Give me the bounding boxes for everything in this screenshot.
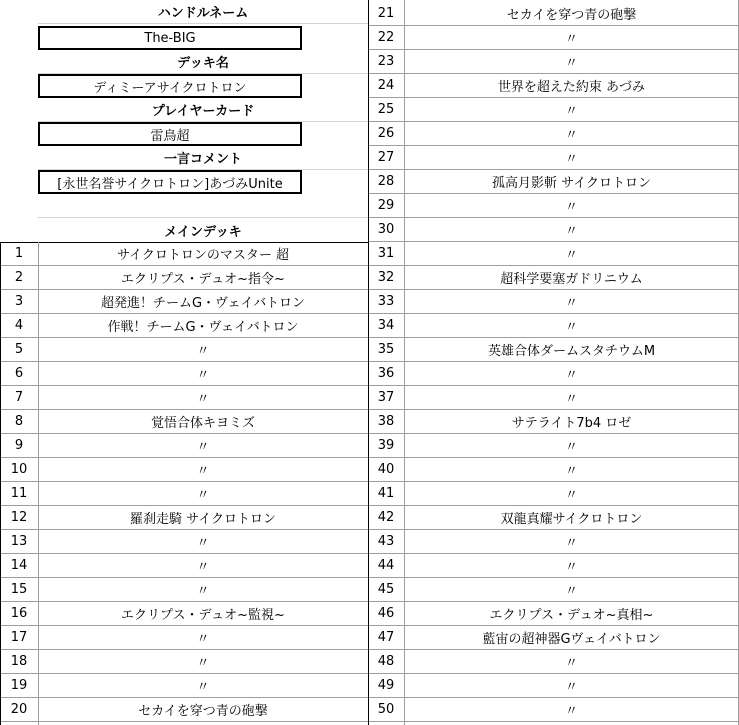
card-number[interactable]: 4 [0,314,38,338]
card-number[interactable]: 13 [0,530,38,554]
card-name[interactable]: 〃 [38,458,368,482]
card-name[interactable]: 〃 [404,362,739,386]
card-name[interactable]: セカイを穿つ青の砲撃 [38,698,368,722]
table-row [0,266,739,290]
card-number[interactable]: 31 [368,242,404,266]
card-name[interactable]: 超発進！チームG・ヴェイバトロン [38,290,368,314]
card-number[interactable]: 40 [368,458,404,482]
card-number[interactable]: 19 [0,674,38,698]
table-row [0,26,739,50]
card-name[interactable]: 〃 [404,554,739,578]
table-row [0,2,739,26]
card-number[interactable]: 18 [0,650,38,674]
table-row [0,506,739,530]
card-name[interactable]: 〃 [404,650,739,674]
card-number[interactable]: 32 [368,266,404,290]
card-name[interactable]: 〃 [38,554,368,578]
card-name[interactable]: セカイを穿つ青の砲撃 [404,2,739,26]
card-number[interactable]: 42 [368,506,404,530]
table-row [0,650,739,674]
card-name[interactable]: 〃 [404,386,739,410]
card-number[interactable]: 7 [0,386,38,410]
card-name[interactable]: 〃 [404,146,739,170]
card-name[interactable]: 世界を超えた約束 あづみ [404,74,739,98]
card-number[interactable]: 28 [368,170,404,194]
card-name[interactable]: 覚悟合体キヨミズ [38,410,368,434]
card-name[interactable]: 〃 [38,362,368,386]
card-number[interactable]: 5 [0,338,38,362]
card-name[interactable]: エクリプス・デュオ~指令~ [38,266,368,290]
card-number[interactable]: 27 [368,146,404,170]
card-number[interactable]: 10 [0,458,38,482]
card-number[interactable]: 39 [368,434,404,458]
card-number[interactable]: 22 [368,26,404,50]
main-deck-top-border [0,242,368,243]
table-row [0,170,739,194]
card-number[interactable]: 1 [0,242,38,266]
left-number-divider [38,242,39,725]
table-row [0,218,739,242]
card-name[interactable]: 〃 [404,26,739,50]
card-name[interactable]: 〃 [38,626,368,650]
card-name[interactable]: サイクロトロンのマスター 超 [38,242,368,266]
card-number[interactable]: 36 [368,362,404,386]
card-name[interactable]: 〃 [404,122,739,146]
card-name[interactable]: サテライト7b4 ロゼ [404,410,739,434]
card-name[interactable]: 〃 [404,290,739,314]
table-row [0,410,739,434]
card-name[interactable]: 作戦！チームG・ヴェイバトロン [38,314,368,338]
table-row [0,314,739,338]
comment-label[interactable]: 一言コメント [38,146,368,170]
card-name[interactable]: 〃 [38,530,368,554]
card-name[interactable]: 〃 [404,458,739,482]
card-name[interactable]: 〃 [404,482,739,506]
card-name[interactable]: 〃 [404,50,739,74]
card-number[interactable]: 3 [0,290,38,314]
card-name[interactable]: 〃 [404,674,739,698]
card-number[interactable]: 34 [368,314,404,338]
table-row [0,98,739,122]
card-number[interactable]: 21 [368,2,404,26]
card-number[interactable]: 41 [368,482,404,506]
card-name[interactable]: 〃 [404,194,739,218]
deck-value[interactable]: ディミーアサイクロトロン [38,74,302,98]
handle-value[interactable]: The-BIG [38,26,302,50]
card-name[interactable]: 〃 [38,650,368,674]
card-number[interactable]: 45 [368,578,404,602]
table-row [0,674,739,698]
card-name[interactable]: 双龍真耀サイクロトロン [404,506,739,530]
card-name[interactable]: 英雄合体ダームスタチウムM [404,338,739,362]
card-number[interactable]: 20 [0,698,38,722]
left-outer-border [0,242,1,725]
handle-label[interactable]: ハンドルネーム [38,0,368,24]
player-card-label[interactable]: プレイヤーカード [38,98,368,122]
card-name[interactable]: エクリプス・デュオ~監視~ [38,602,368,626]
card-name[interactable]: 〃 [38,386,368,410]
card-name[interactable]: 〃 [404,698,739,722]
card-name[interactable]: 超科学要塞ガドリニウム [404,266,739,290]
table-row [0,50,739,74]
card-number[interactable]: 33 [368,290,404,314]
card-number[interactable]: 8 [0,410,38,434]
table-row [0,530,739,554]
card-number[interactable]: 23 [368,50,404,74]
table-row [0,386,739,410]
card-number[interactable]: 46 [368,602,404,626]
card-number[interactable]: 30 [368,218,404,242]
card-number[interactable]: 35 [368,338,404,362]
card-name[interactable]: 〃 [38,674,368,698]
card-name[interactable]: 〃 [404,530,739,554]
table-row [0,242,739,266]
card-name[interactable]: 〃 [38,578,368,602]
card-number[interactable]: 38 [368,410,404,434]
card-number[interactable]: 11 [0,482,38,506]
table-row [0,122,739,146]
table-row [0,578,739,602]
player-card-value[interactable]: 雷鳥超 [38,122,302,146]
main-deck-label[interactable]: メインデッキ [164,224,242,240]
card-name[interactable]: 〃 [38,482,368,506]
table-row [0,290,739,314]
table-row [0,434,739,458]
center-divider [368,0,369,725]
card-number[interactable]: 15 [0,578,38,602]
table-row [0,338,739,362]
card-name[interactable]: 藍宙の超神器Gヴェイバトロン [404,626,739,650]
card-number[interactable]: 43 [368,530,404,554]
card-number[interactable]: 14 [0,554,38,578]
card-number[interactable]: 44 [368,554,404,578]
table-row [0,482,739,506]
table-row [0,602,739,626]
card-number[interactable]: 17 [0,626,38,650]
comment-value[interactable]: [永世名誉サイクロトロン]あづみUnite [38,170,302,194]
card-name[interactable]: 〃 [404,578,739,602]
table-row [0,698,739,722]
table-row [0,362,739,386]
card-number[interactable]: 24 [368,74,404,98]
table-row [0,554,739,578]
card-name[interactable]: 〃 [38,338,368,362]
card-number[interactable]: 29 [368,194,404,218]
card-name[interactable]: 〃 [404,314,739,338]
card-name[interactable]: 〃 [38,434,368,458]
card-number[interactable]: 37 [368,386,404,410]
card-number[interactable]: 16 [0,602,38,626]
card-name[interactable]: 孤高月影斬 サイクロトロン [404,170,739,194]
right-number-divider [404,0,405,725]
card-number[interactable]: 12 [0,506,38,530]
table-row [0,194,739,218]
table-row [0,458,739,482]
card-number[interactable]: 49 [368,674,404,698]
card-number[interactable]: 25 [368,98,404,122]
table-row [0,626,739,650]
card-number[interactable]: 47 [368,626,404,650]
card-name[interactable]: 〃 [404,242,739,266]
card-name[interactable]: 〃 [404,434,739,458]
table-row [0,74,739,98]
table-row [0,146,739,170]
card-name[interactable]: 羅刹走騎 サイクロトロン [38,506,368,530]
card-name[interactable]: エクリプス・デュオ~真相~ [404,602,739,626]
card-number[interactable]: 6 [0,362,38,386]
card-number[interactable]: 50 [368,698,404,722]
card-name[interactable]: 〃 [404,218,739,242]
card-number[interactable]: 26 [368,122,404,146]
card-number[interactable]: 2 [0,266,38,290]
deck-label[interactable]: デッキ名 [38,50,368,74]
card-name[interactable]: 〃 [404,98,739,122]
card-number[interactable]: 48 [368,650,404,674]
card-number[interactable]: 9 [0,434,38,458]
